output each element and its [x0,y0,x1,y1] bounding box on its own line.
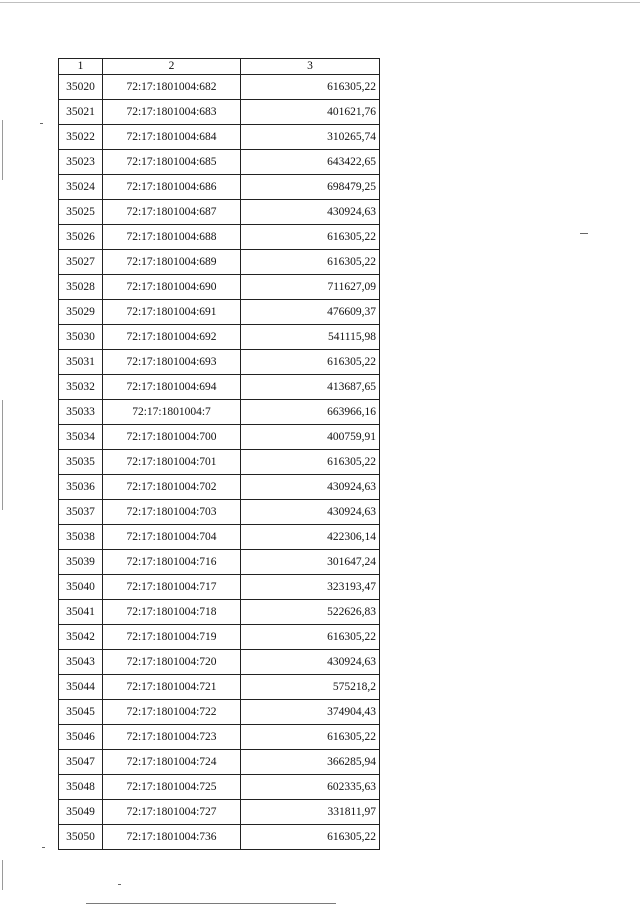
row-number-cell: 35047 [59,750,103,775]
table-row [59,600,380,625]
cadastral-number-cell: 72:17:1801004:687 [103,200,241,225]
table-row [59,300,380,325]
table-row [59,200,380,225]
row-number-cell: 35029 [59,300,103,325]
cadastral-number-cell: 72:17:1801004:692 [103,325,241,350]
cadastral-number-cell: 72:17:1801004:702 [103,475,241,500]
row-number-cell: 35033 [59,400,103,425]
row-number-cell: 35031 [59,350,103,375]
table-row [59,325,380,350]
value-cell: 400759,91 [241,425,380,450]
table-row [59,75,380,100]
scan-speck [42,847,45,848]
row-number-cell: 35048 [59,775,103,800]
row-number-cell: 35025 [59,200,103,225]
value-cell: 310265,74 [241,125,380,150]
table-row [59,550,380,575]
row-number-cell: 35045 [59,700,103,725]
table-row [59,375,380,400]
cadastral-number-cell: 72:17:1801004:690 [103,275,241,300]
value-cell: 430924,63 [241,200,380,225]
row-number-cell: 35028 [59,275,103,300]
row-number-cell: 35032 [59,375,103,400]
table-row [59,575,380,600]
row-number-cell: 35026 [59,225,103,250]
value-cell: 698479,25 [241,175,380,200]
table-row [59,275,380,300]
cadastral-number-cell: 72:17:1801004:727 [103,800,241,825]
row-number-cell: 35038 [59,525,103,550]
table-row [59,225,380,250]
row-number-cell: 35042 [59,625,103,650]
table-row [59,775,380,800]
cadastral-number-cell: 72:17:1801004:689 [103,250,241,275]
table-row [59,625,380,650]
value-cell: 401621,76 [241,100,380,125]
row-number-cell: 35036 [59,475,103,500]
row-number-cell: 35030 [59,325,103,350]
value-cell: 575218,2 [241,675,380,700]
scan-speck [118,884,121,885]
cadastral-number-cell: 72:17:1801004:701 [103,450,241,475]
table-row [59,100,380,125]
value-cell: 323193,47 [241,575,380,600]
table-row [59,800,380,825]
cadastral-number-cell: 72:17:1801004:717 [103,575,241,600]
column-header-2: 2 [103,59,241,75]
value-cell: 616305,22 [241,225,380,250]
value-cell: 422306,14 [241,525,380,550]
row-number-cell: 35049 [59,800,103,825]
cadastral-number-cell: 72:17:1801004:725 [103,775,241,800]
scan-left-edge-mark [2,120,3,180]
cadastral-number-cell: 72:17:1801004:688 [103,225,241,250]
cadastral-table [58,58,380,850]
table-row [59,750,380,775]
value-cell: 616305,22 [241,725,380,750]
cadastral-number-cell: 72:17:1801004:736 [103,825,241,850]
row-number-cell: 35027 [59,250,103,275]
value-cell: 430924,63 [241,475,380,500]
value-cell: 711627,09 [241,275,380,300]
row-number-cell: 35034 [59,425,103,450]
cadastral-number-cell: 72:17:1801004:685 [103,150,241,175]
cadastral-number-cell: 72:17:1801004:694 [103,375,241,400]
cadastral-number-cell: 72:17:1801004:686 [103,175,241,200]
table-row [59,175,380,200]
cadastral-number-cell: 72:17:1801004:721 [103,675,241,700]
cadastral-number-cell: 72:17:1801004:718 [103,600,241,625]
table-row [59,825,380,850]
cadastral-number-cell: 72:17:1801004:683 [103,100,241,125]
value-cell: 366285,94 [241,750,380,775]
table-row [59,675,380,700]
value-cell: 476609,37 [241,300,380,325]
value-cell: 413687,65 [241,375,380,400]
table-row [59,500,380,525]
row-number-cell: 35022 [59,125,103,150]
cadastral-number-cell: 72:17:1801004:716 [103,550,241,575]
value-cell: 602335,63 [241,775,380,800]
row-number-cell: 35040 [59,575,103,600]
table-row [59,525,380,550]
cadastral-number-cell: 72:17:1801004:703 [103,500,241,525]
row-number-cell: 35050 [59,825,103,850]
table-header-row [59,59,380,75]
row-number-cell: 35044 [59,675,103,700]
value-cell: 616305,22 [241,625,380,650]
scan-speck [580,233,588,234]
table-row [59,700,380,725]
cadastral-number-cell: 72:17:1801004:684 [103,125,241,150]
cadastral-number-cell: 72:17:1801004:682 [103,75,241,100]
table-row [59,650,380,675]
cadastral-number-cell: 72:17:1801004:693 [103,350,241,375]
value-cell: 522626,83 [241,600,380,625]
value-cell: 374904,43 [241,700,380,725]
table-row [59,475,380,500]
table-row [59,250,380,275]
value-cell: 430924,63 [241,650,380,675]
cadastral-number-cell: 72:17:1801004:704 [103,525,241,550]
scan-top-edge [0,2,640,3]
value-cell: 616305,22 [241,250,380,275]
row-number-cell: 35043 [59,650,103,675]
row-number-cell: 35037 [59,500,103,525]
value-cell: 430924,63 [241,500,380,525]
column-header-1: 1 [59,59,103,75]
scan-left-edge-mark [2,400,3,510]
row-number-cell: 35020 [59,75,103,100]
cadastral-number-cell: 72:17:1801004:720 [103,650,241,675]
scan-bottom-edge [86,903,336,904]
value-cell: 541115,98 [241,325,380,350]
value-cell: 616305,22 [241,825,380,850]
value-cell: 331811,97 [241,800,380,825]
table-row [59,125,380,150]
scan-speck [40,123,43,124]
value-cell: 616305,22 [241,450,380,475]
table-row [59,350,380,375]
table-row [59,150,380,175]
table-row [59,450,380,475]
row-number-cell: 35021 [59,100,103,125]
cadastral-number-cell: 72:17:1801004:723 [103,725,241,750]
row-number-cell: 35024 [59,175,103,200]
table-row [59,425,380,450]
table-row [59,400,380,425]
cadastral-number-cell: 72:17:1801004:7 [103,400,241,425]
cadastral-number-cell: 72:17:1801004:691 [103,300,241,325]
table-row [59,725,380,750]
row-number-cell: 35035 [59,450,103,475]
cadastral-number-cell: 72:17:1801004:719 [103,625,241,650]
value-cell: 663966,16 [241,400,380,425]
value-cell: 616305,22 [241,350,380,375]
cadastral-number-cell: 72:17:1801004:724 [103,750,241,775]
value-cell: 616305,22 [241,75,380,100]
row-number-cell: 35023 [59,150,103,175]
cadastral-number-cell: 72:17:1801004:722 [103,700,241,725]
column-header-3: 3 [241,59,380,75]
row-number-cell: 35041 [59,600,103,625]
scan-left-edge-mark [2,860,3,890]
value-cell: 643422,65 [241,150,380,175]
cadastral-number-cell: 72:17:1801004:700 [103,425,241,450]
row-number-cell: 35046 [59,725,103,750]
row-number-cell: 35039 [59,550,103,575]
value-cell: 301647,24 [241,550,380,575]
